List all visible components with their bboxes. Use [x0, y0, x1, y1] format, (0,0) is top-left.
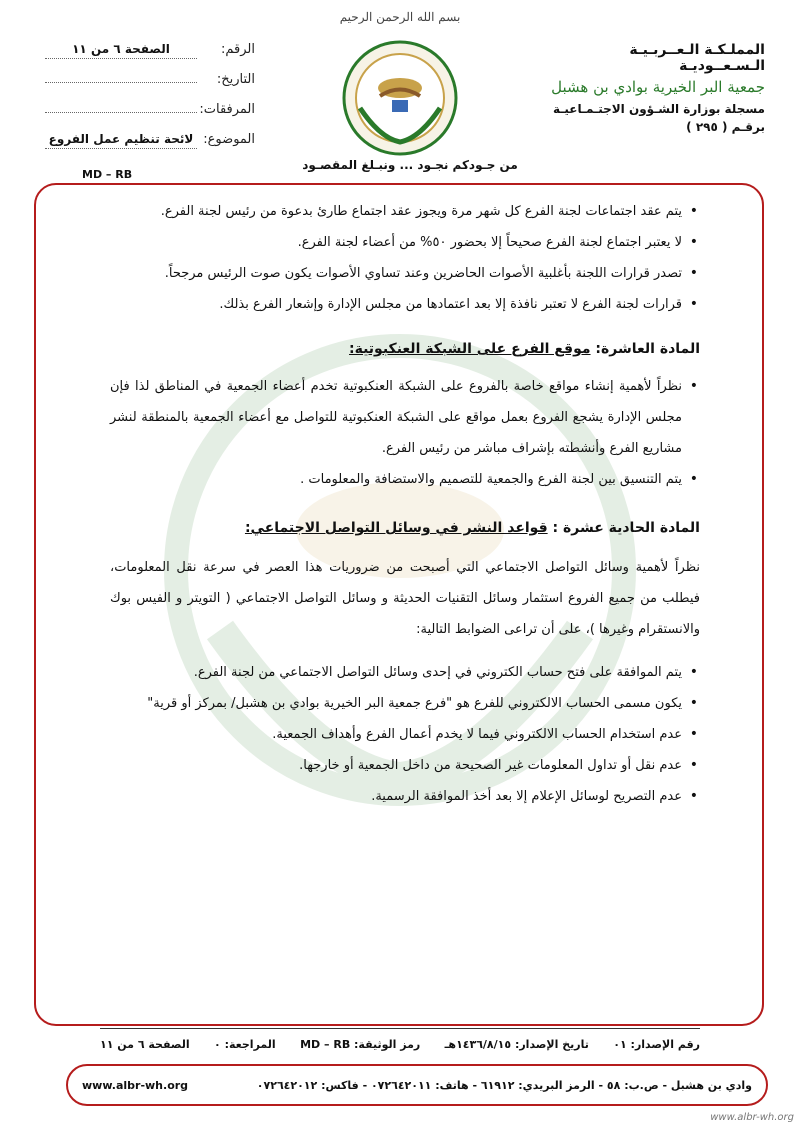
- field-label: التاريخ:: [216, 72, 255, 87]
- contact-footer: [66, 1064, 768, 1106]
- website-rules-list: [110, 371, 700, 495]
- article-11-heading: [110, 513, 700, 544]
- website-link[interactable]: www.albr-wh.org: [82, 1078, 189, 1092]
- document-fields: [45, 42, 255, 162]
- field-attachments: [45, 102, 255, 132]
- watermark-url: www.albr-wh.org: [710, 1112, 794, 1123]
- field-subject: [45, 132, 255, 162]
- article-10-title: موقع الفرع على الشبكة العنكبوتية:: [349, 341, 591, 357]
- list-item: • يكون مسمى الحساب الالكتروني للفرع هو "فرع جمعية البر الخيرية بوادي بن هشبل/ بمركز أو قرية": [110, 688, 682, 719]
- list-item: • لا يعتبر اجتماع لجنة الفرع صحيحاً إلا بحضور ٥٠% من أعضاء لجنة الفرع.: [110, 227, 682, 258]
- registration-number: برقـم ( ٢٩٥ ): [686, 120, 765, 134]
- issue-date: تاريخ الإصدار: ١٤٣٦/٨/١٥هـ: [444, 1038, 589, 1051]
- field-value: [45, 110, 197, 113]
- basmala: بسم الله الرحمن الرحيم: [339, 10, 461, 24]
- revision: المراجعة: ٠: [214, 1038, 276, 1051]
- kingdom-name: المملـكـة الـعــربـيـة الـسـعــوديـة: [629, 42, 765, 74]
- list-item: • تصدر قرارات اللجنة بأغلبية الأصوات الحاضرين وعند تساوي الأصوات يكون صوت الرئيس مرجحاً.: [110, 258, 682, 289]
- organization-name: جمعية البر الخيرية بوادي بن هشبل: [551, 78, 765, 96]
- article-11-title: قواعد النشر في وسائل التواصل الاجتماعي:: [244, 520, 548, 536]
- list-item: • نظراً لأهمية إنشاء مواقع خاصة بالفروع على الشبكة العنكبوتية تخدم أعضاء الجمعية في المناطق لذا فإن مجلس الإدارة يشجع الفروع بعمل مواقع على الشبكة العنكبوتية للتواصل مع أعضاء الجمعية بالمنطقة لنشر مشاريع الفرع وأنشطته بإشراف مباشر من رئيس الفرع.: [110, 371, 682, 464]
- meeting-rules-list: [110, 196, 700, 320]
- footer-divider: [100, 1028, 700, 1029]
- footer-metadata: [100, 1038, 700, 1051]
- article-11-prefix: المادة الحادية عشرة :: [552, 520, 700, 536]
- list-item: • عدم التصريح لوسائل الإعلام إلا بعد أخذ الموافقة الرسمية.: [110, 781, 682, 812]
- list-item: • عدم استخدام الحساب الالكتروني فيما لا يخدم أعمال الفرع وأهداف الجمعية.: [110, 719, 682, 750]
- address-line: وادي بن هشبل - ص.ب: ٥٨ - الرمز البريدي: ٦١٩١٢ - هاتف: ٠٧٢٦٤٢٠١١ - فاكس: ٠٧٢٦٤٢٠١٢: [256, 1078, 752, 1092]
- social-media-rules-list: [110, 657, 700, 812]
- slogan: من جـودكم نجـود ... ونبـلغ المقصـود: [302, 158, 518, 172]
- field-label: الموضوع:: [203, 132, 255, 147]
- page-number: الصفحة ٦ من ١١: [100, 1038, 190, 1051]
- list-item: • قرارات لجنة الفرع لا تعتبر نافذة إلا بعد اعتمادها من مجلس الإدارة وإشعار الفرع بذلك.: [110, 289, 682, 320]
- list-item: • عدم نقل أو تداول المعلومات غير الصحيحة من داخل الجمعية أو خارجها.: [110, 750, 682, 781]
- organization-header: [545, 42, 765, 134]
- list-item: • يتم الموافقة على فتح حساب الكتروني في إحدى وسائل التواصل الاجتماعي من لجنة الفرع.: [110, 657, 682, 688]
- field-date: [45, 72, 255, 102]
- field-number: [45, 42, 255, 72]
- article-11-intro: نظراً لأهمية وسائل التواصل الاجتماعي التي أصبحت من ضروريات هذا العصر في سرعة نقل المعلومات، فيطلب من جميع الفروع استثمار وسائل التقنيات الحديثة و وسائل التواصل الاجتماعي ( التويتر و الفيس بوك والانستقرام وغيرها )، على أن تراعى الضوابط التالية:: [110, 560, 700, 637]
- list-item: • يتم التنسيق بين لجنة الفرع والجمعية للتصميم والاستضافة والمعلومات .: [110, 464, 682, 495]
- field-value: الصفحة ٦ من ١١: [45, 42, 197, 59]
- document-code-footer: رمز الوثيقة: MD – RB: [300, 1038, 421, 1051]
- field-label: المرفقات:: [199, 102, 255, 117]
- document-body: [110, 196, 700, 812]
- article-10-prefix: المادة العاشرة:: [595, 341, 700, 357]
- issue-number: رقم الإصدار: ٠١: [613, 1038, 700, 1051]
- field-value: [45, 80, 197, 83]
- field-label: الرقم:: [221, 42, 255, 57]
- list-item: • يتم عقد اجتماعات لجنة الفرع كل شهر مرة ويجوز عقد اجتماع طارئ بدعوة من رئيس لجنة الفرع.: [110, 196, 682, 227]
- registration-line: مسجلة بوزارة الشـؤون الاجتـمـاعيـة: [552, 102, 765, 116]
- field-value: لائحة تنظيم عمل الفروع: [45, 132, 197, 149]
- article-10-heading: [110, 334, 700, 365]
- organization-logo: [340, 38, 460, 158]
- document-code: MD – RB: [82, 168, 133, 181]
